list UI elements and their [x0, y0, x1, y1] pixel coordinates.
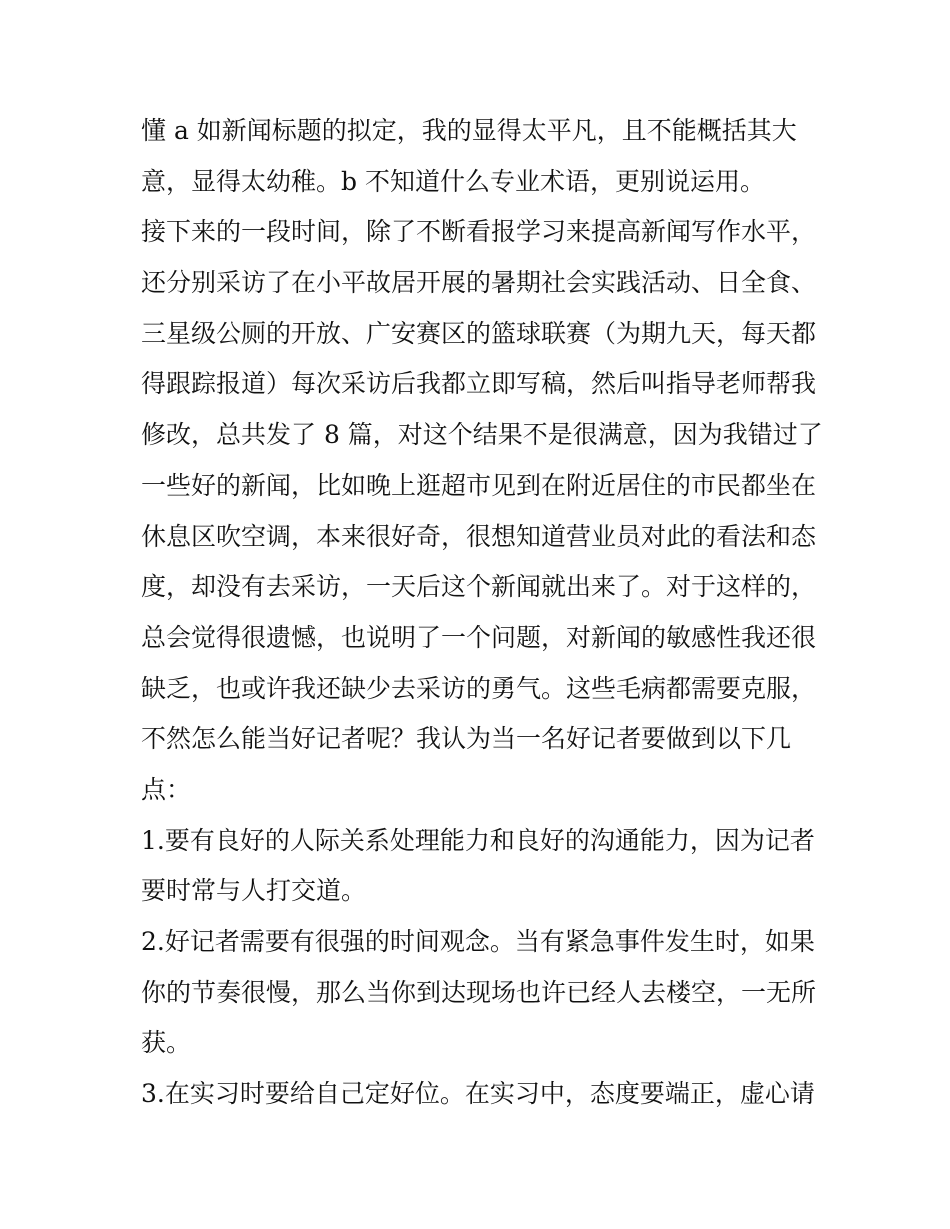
text-line: 修改，总共发了 8 篇，对这个结果不是很满意，因为我错过了	[141, 420, 823, 450]
list-item-1-line: 要时常与人打交道。	[141, 876, 367, 906]
text-line: 三星级公厕的开放、广安赛区的篮球联赛（为期九天，每天都	[141, 318, 817, 348]
text-line: 休息区吹空调，本来很好奇，很想知道营业员对此的看法和态	[141, 521, 817, 551]
list-item-1-line: 1.要有良好的人际关系处理能力和良好的沟通能力，因为记者	[141, 825, 815, 855]
list-item-2-line: 获。	[141, 1028, 192, 1058]
text-line: 一些好的新闻，比如晚上逛超市见到在附近居住的市民都坐在	[141, 470, 817, 500]
text-line: 缺乏，也或许我还缺少去采访的勇气。这些毛病都需要克服，	[141, 673, 817, 703]
document-body	[141, 106, 821, 1120]
list-item-2-line: 2.好记者需要有很强的时间观念。当有紧急事件发生时，如果	[141, 927, 815, 956]
text-line: 接下来的一段时间，除了不断看报学习来提高新闻写作水平，	[141, 217, 817, 247]
list-item-3-line: 3.在实习时要给自己定好位。在实习中，态度要端正，虚心请	[141, 1079, 815, 1109]
text-line: 得跟踪报道）每次采访后我都立即写稿，然后叫指导老师帮我	[141, 369, 817, 399]
text-line: 还分别采访了在小平故居开展的暑期社会实践活动、日全食、	[141, 268, 817, 298]
text-line: 不然怎么能当好记者呢？我认为当一名好记者要做到以下几	[141, 724, 792, 754]
text-line: 点：	[141, 774, 192, 804]
text-line: 总会觉得很遗憾，也说明了一个问题，对新闻的敏感性我还很	[141, 622, 817, 652]
text-line: 意，显得太幼稚。b 不知道什么专业术语，更别说运用。	[141, 166, 765, 196]
list-item-2-line: 你的节奏很慢，那么当你到达现场也许已经人去楼空，一无所	[141, 977, 817, 1007]
text-line: 懂 a 如新闻标题的拟定，我的显得太平凡，且不能概括其大	[141, 116, 797, 145]
text-line: 度，却没有去采访，一天后这个新闻就出来了。对于这样的，	[141, 572, 817, 602]
